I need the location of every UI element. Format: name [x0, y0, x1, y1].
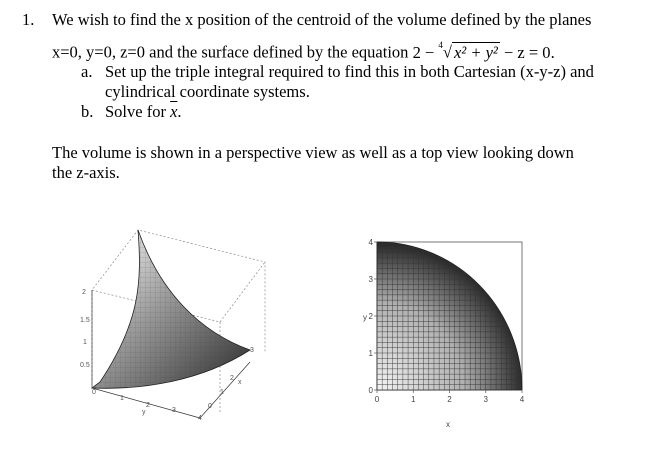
x-axis-label: x [446, 420, 450, 429]
part-a-line2: cylindrical coordinate systems. [105, 82, 310, 101]
top-view-chart [355, 232, 545, 432]
right-tick: 1 [220, 389, 224, 396]
part-b-label: b. [81, 102, 94, 121]
part-b-prefix: Solve for [105, 102, 166, 121]
problem-number: 1. [22, 10, 35, 29]
y-tick-label: 4 [368, 238, 373, 247]
problem-intro-line2 [52, 38, 555, 63]
z-tick: 1.5 [80, 317, 90, 324]
part-a-label: a. [81, 62, 93, 81]
eq-lead: 2 − [412, 42, 435, 62]
y-tick-label: 0 [368, 386, 373, 395]
x-axis-label: y [142, 409, 146, 416]
x-bar-symbol: $\overline{x}$ [170, 102, 178, 121]
eq-end: . [550, 42, 555, 62]
z-tick: 0.5 [80, 362, 90, 369]
x-tick-label: 3 [483, 395, 488, 404]
radicand: x² + y² [453, 42, 498, 62]
x-tick-label: 1 [411, 395, 416, 404]
note-line1: The volume is shown in a perspective view as well as a top view looking down [52, 143, 574, 162]
x-tick-label: 0 [374, 395, 380, 404]
y-tick-label: 2 [368, 312, 373, 321]
y-tick-label: 3 [368, 275, 373, 284]
note-line2: the z-axis. [52, 163, 120, 182]
z-tick: 1 [83, 339, 87, 346]
part-b-text [105, 102, 182, 122]
x-tick: 1 [120, 395, 124, 402]
x-tick: 3 [172, 407, 176, 414]
root-index: 4 [438, 40, 443, 50]
plot-area [374, 242, 522, 393]
surface-equation [412, 40, 555, 62]
x-tick-label: 4 [519, 395, 525, 404]
right-tick: 3 [250, 347, 254, 354]
x-tick: 2 [146, 402, 150, 409]
problem-intro-line1: We wish to find the x position of the centroid of the volume defined by the planes [52, 10, 592, 29]
right-axis-label: x [238, 379, 242, 386]
z-tick: 0 [92, 389, 96, 396]
part-a-line1: Set up the triple integral required to find this in both Cartesian (x-y-z) and [105, 62, 594, 81]
intro-line2-prefix: x=0, y=0, z=0 and the surface defined by the equation [52, 42, 409, 62]
right-tick: 0 [208, 403, 212, 410]
x-tick-label: 2 [447, 395, 452, 404]
part-b-end: . [177, 102, 182, 121]
x-tick: 4 [198, 415, 202, 422]
y-axis-label: y [363, 313, 367, 322]
right-tick: 2 [230, 375, 234, 382]
z-tick: 2 [82, 289, 86, 296]
y-tick-label: 1 [368, 349, 373, 358]
fourth-root: $^4$√ x² + y² [438, 40, 498, 62]
eq-tail: − z = 0 [504, 42, 551, 62]
perspective-view-figure [80, 222, 270, 432]
